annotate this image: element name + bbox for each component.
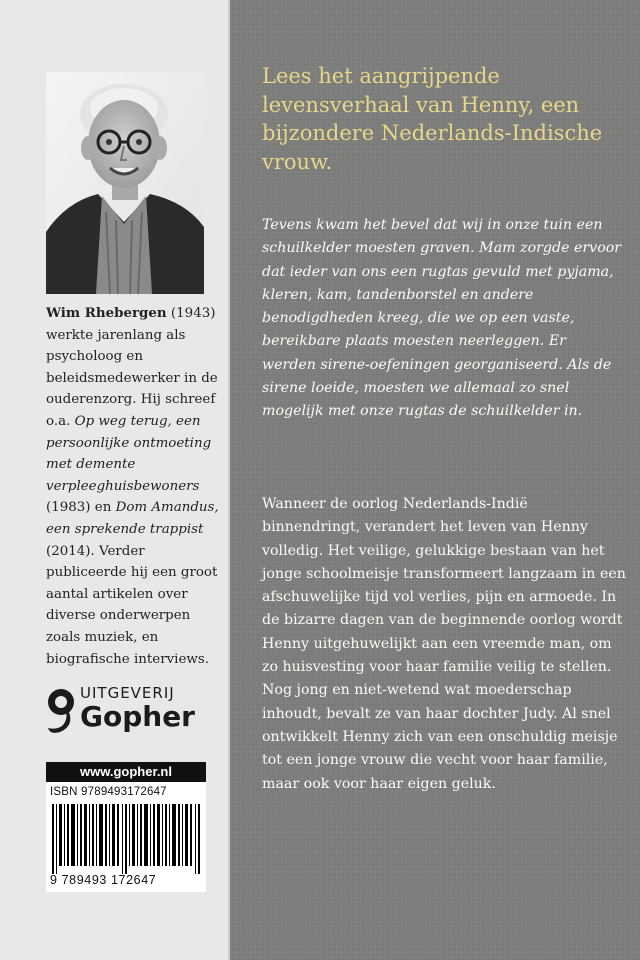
author-name: Wim Rhebergen [46, 305, 167, 321]
publisher-url: www.gopher.nl [46, 762, 206, 782]
author-photo [46, 72, 204, 294]
book-title-2: Dom Amandus, een sprekende trappist [46, 500, 219, 537]
publisher-name: Gopher [80, 700, 195, 733]
barcode-box [46, 762, 206, 892]
bio-text-2: (1983) en [46, 500, 116, 516]
publisher-logo [46, 680, 226, 740]
author-portrait-icon [46, 72, 204, 294]
back-cover-headline: Lees het aangrijpende levensverhaal van Henny, een bijzondere Nederlands-Indische vrouw. [262, 64, 603, 174]
author-bio [46, 303, 226, 670]
bio-text-1: (1943) werkte jarenlang als psycholoog en beleidsmedewerker in de ouderenzorg. Hij schreef o.a. [46, 306, 218, 429]
excerpt-quote: Tevens kwam het bevel dat wij in onze tuin een schuilkelder moesten graven. Mam zorgde ervoor dat ieder van ons een rugtas gevuld met pyjama, kleren, kam, tandenborstel en andere benodigdheden kreeg, die we op een vaste, bereikbare plaats moesten neerleggen. Er werden sirene-oefeningen georganiseerd. Als de sirene loeide, moesten we allemaal zo snel mogelijk met onze rugtas de schuilkelder in. [262, 217, 622, 420]
barcode-digits: 9 789493 172647 [50, 873, 157, 887]
book-title-1: Op weg terug, een persoonlijke ontmoeting met demente verpleeghuisbewoners [46, 413, 212, 494]
bio-text-3: (2014). Verder publiceerde hij een groot aantal artikelen over diverse onderwerpen zoals muziek, en biografische interviews. [46, 543, 218, 667]
publisher-label-top: UITGEVERIJ [80, 684, 175, 702]
barcode-bars [52, 804, 202, 874]
book-summary: Wanneer de oorlog Nederlands-Indië binnendringt, verandert het leven van Henny volledig. Het veilige, gelukkige bestaan van het jonge schoolmeisje transformeert langzaam in een afschuwelijke tijd vol verlies, pijn en armoede. In de bizarre dagen van de beginnende oorlog wordt Henny uitgehuwelijkt aan een vreemde man, om zo huisvesting voor haar familie veilig te stellen. Nog jong en niet-wetend wat moederschap inhoudt, bevalt ze van haar dochter Judy. Al snel ontwikkelt Henny zich van een onschuldig meisje tot een jonge vrouw die vecht voor haar familie, maar ook voor haar eigen geluk. [262, 496, 626, 792]
isbn-label: ISBN 9789493172647 [50, 786, 167, 798]
